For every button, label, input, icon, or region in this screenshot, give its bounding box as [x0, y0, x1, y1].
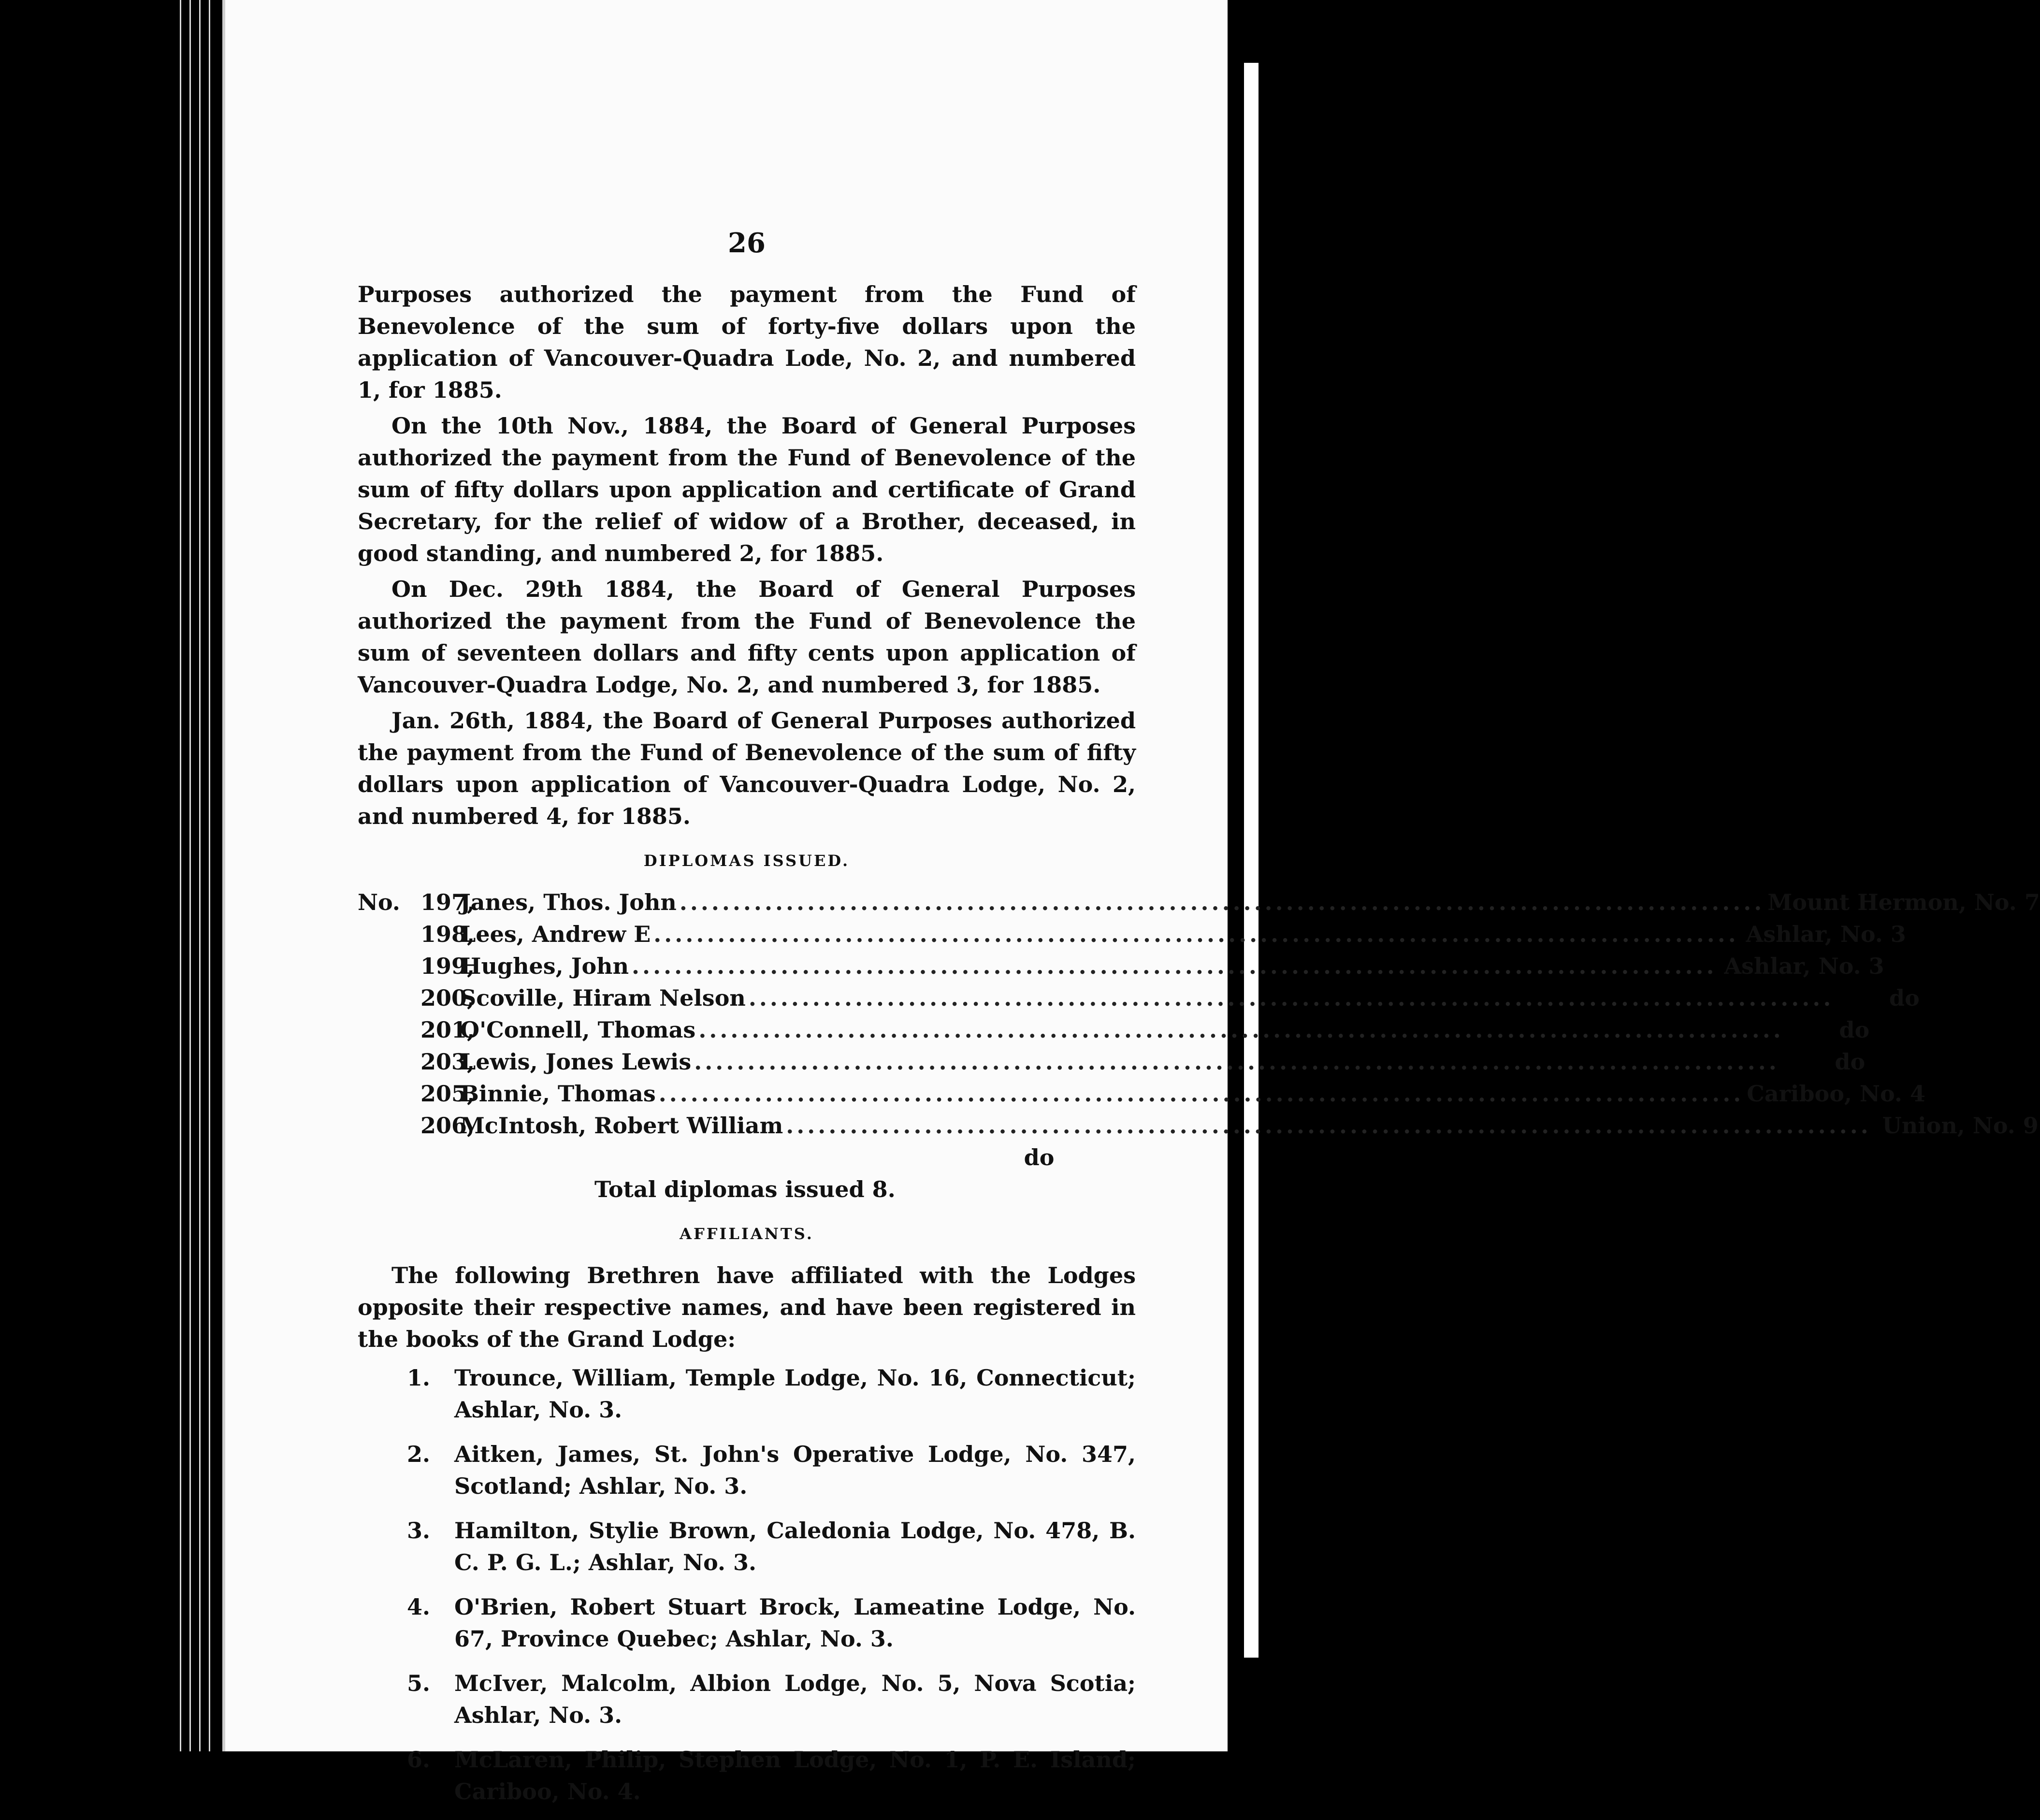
- item-number: 5.: [406, 1670, 430, 1696]
- diploma-number: 201,: [420, 1017, 475, 1043]
- dot-leader: ......................................................................................................: [653, 921, 1739, 947]
- lodge-name: Mount Hermon, No. 7: [1767, 889, 2040, 915]
- member-name: McIntosh, Robert William: [460, 1112, 783, 1139]
- lodge-name: do: [1024, 1144, 1055, 1170]
- diplomas-heading: DIPLOMAS ISSUED.: [643, 852, 850, 870]
- lodge-name: do: [1889, 985, 1920, 1011]
- page-content: [358, 227, 2040, 1820]
- list-item: [358, 1362, 1136, 1426]
- item-number: 1.: [406, 1365, 430, 1391]
- page-stack-edge: [189, 0, 191, 1751]
- member-name: Scoville, Hiram Nelson: [460, 985, 746, 1011]
- affiliants-heading: AFFILIANTS.: [680, 1225, 814, 1243]
- paragraph: On the 10th Nov., 1884, the Board of General Purposes authorized the payment from the Fund of Benevolence of the sum of fifty dollars upon application and certificate of Grand Secretary, for the relief of widow of a Brother, deceased, in good standing, and numbered 2, for 1885.: [358, 413, 1136, 566]
- lodge-name: do: [1835, 1049, 1866, 1075]
- diploma-row: [358, 1141, 1136, 1173]
- member-name: Janes, Thos. John: [460, 889, 677, 915]
- diploma-number: 199,: [420, 953, 475, 979]
- diploma-number: 206,: [420, 1112, 475, 1139]
- affiliants-list: [358, 1362, 1136, 1807]
- paragraph: On Dec. 29th 1884, the Board of General Purposes authorized the payment from the Fund of Benevolence the sum of seventeen dollars and fifty cents upon application of Vancouver-Quadra Lodge, No. 2, and numbered 3, for 1885.: [358, 576, 1136, 698]
- lodge-name: Union, No. 9: [1882, 1112, 2039, 1139]
- member-name: Binnie, Thomas: [460, 1081, 656, 1107]
- item-text: McLaren, Philip, Stephen Lodge, No. 1, P. E. Island; Cariboo, No. 4.: [454, 1747, 1136, 1805]
- member-name: Hughes, John: [460, 953, 629, 979]
- lodge-name: Cariboo, No. 4: [1747, 1081, 1925, 1107]
- dot-leader: ......................................................................................................: [694, 1049, 1780, 1075]
- diploma-number: 198,: [420, 921, 475, 947]
- number-label: No.: [358, 889, 400, 915]
- lodge-name: Ashlar, No. 3: [1724, 953, 1884, 979]
- lodge-name: do: [1839, 1017, 1870, 1043]
- list-item: [358, 1515, 1136, 1578]
- paragraph: Purposes authorized the payment from the Fund of Benevolence of the sum of forty-five dollars upon the application of Vancouver-Quadra Lode, No. 2, and numbered 1, for 1885.: [358, 281, 1136, 403]
- list-item: [358, 1744, 1136, 1807]
- diploma-number: 197,: [420, 889, 475, 915]
- diploma-row: [358, 918, 1906, 950]
- dot-leader: ......................................................................................................: [658, 1081, 1744, 1107]
- dot-leader: ......................................................................................................: [748, 985, 1834, 1011]
- dot-leader: ......................................................................................................: [632, 953, 1717, 979]
- item-text: Aitken, James, St. John's Operative Lodge, No. 347, Scotland; Ashlar, No. 3.: [454, 1441, 1136, 1499]
- diploma-row: [358, 886, 2040, 918]
- page-stack-edge: [209, 0, 210, 1751]
- diploma-row: [358, 950, 1884, 982]
- item-number: 6.: [406, 1747, 430, 1773]
- diplomas-total: Total diplomas issued 8.: [594, 1176, 896, 1202]
- item-text: Trounce, William, Temple Lodge, No. 16, Connecticut; Ashlar, No. 3.: [454, 1365, 1136, 1423]
- member-name: Lees, Andrew E: [460, 921, 651, 947]
- list-item: [358, 1591, 1136, 1655]
- diploma-row: [358, 1110, 2039, 1141]
- item-text: McIver, Malcolm, Albion Lodge, No. 5, Nova Scotia; Ashlar, No. 3.: [454, 1670, 1136, 1728]
- dot-leader: ......................................................................................................: [786, 1112, 1871, 1139]
- item-number: 4.: [406, 1594, 430, 1620]
- affiliants-intro: The following Brethren have affiliated with the Lodges opposite their respective names, and have been registered in the books of the Grand Lodge:: [358, 1262, 1136, 1352]
- lodge-name: Ashlar, No. 3: [1746, 921, 1906, 947]
- diploma-number: 200,: [420, 985, 475, 1011]
- diploma-number: 205,: [420, 1081, 475, 1107]
- member-name: Lewis, Jones Lewis: [460, 1049, 692, 1075]
- page-stack-edge: [199, 0, 201, 1751]
- diploma-number: 203,: [420, 1049, 475, 1075]
- diploma-row: [358, 982, 1920, 1014]
- facing-page-edge: [1244, 63, 1259, 1658]
- diplomas-list: [358, 886, 2040, 1205]
- paragraph: Jan. 26th, 1884, the Board of General Purposes authorized the payment from the Fund of Benevolence of the sum of fifty dollars upon application of Vancouver-Quadra Lodge, No. 2, and numbered 4, for 1885.: [358, 708, 1136, 829]
- page-stack-edge: [180, 0, 181, 1751]
- diploma-row: [358, 1046, 1866, 1078]
- item-text: Hamilton, Stylie Brown, Caledonia Lodge, No. 478, B. C. P. G. L.; Ashlar, No. 3.: [454, 1517, 1136, 1575]
- item-text: O'Brien, Robert Stuart Brock, Lameatine Lodge, No. 67, Province Quebec; Ashlar, No. 3.: [454, 1594, 1136, 1652]
- dot-leader: ......................................................................................................: [679, 889, 1765, 915]
- list-item: [358, 1667, 1136, 1731]
- diploma-row: [358, 1078, 1925, 1110]
- member-name: O'Connell, Thomas: [460, 1017, 696, 1043]
- item-number: 2.: [406, 1441, 430, 1467]
- dot-leader: ......................................................................................................: [698, 1017, 1784, 1043]
- diploma-row: [358, 1014, 1870, 1046]
- item-number: 3.: [406, 1517, 430, 1544]
- page-number: 26: [728, 227, 766, 259]
- list-item: [358, 1438, 1136, 1502]
